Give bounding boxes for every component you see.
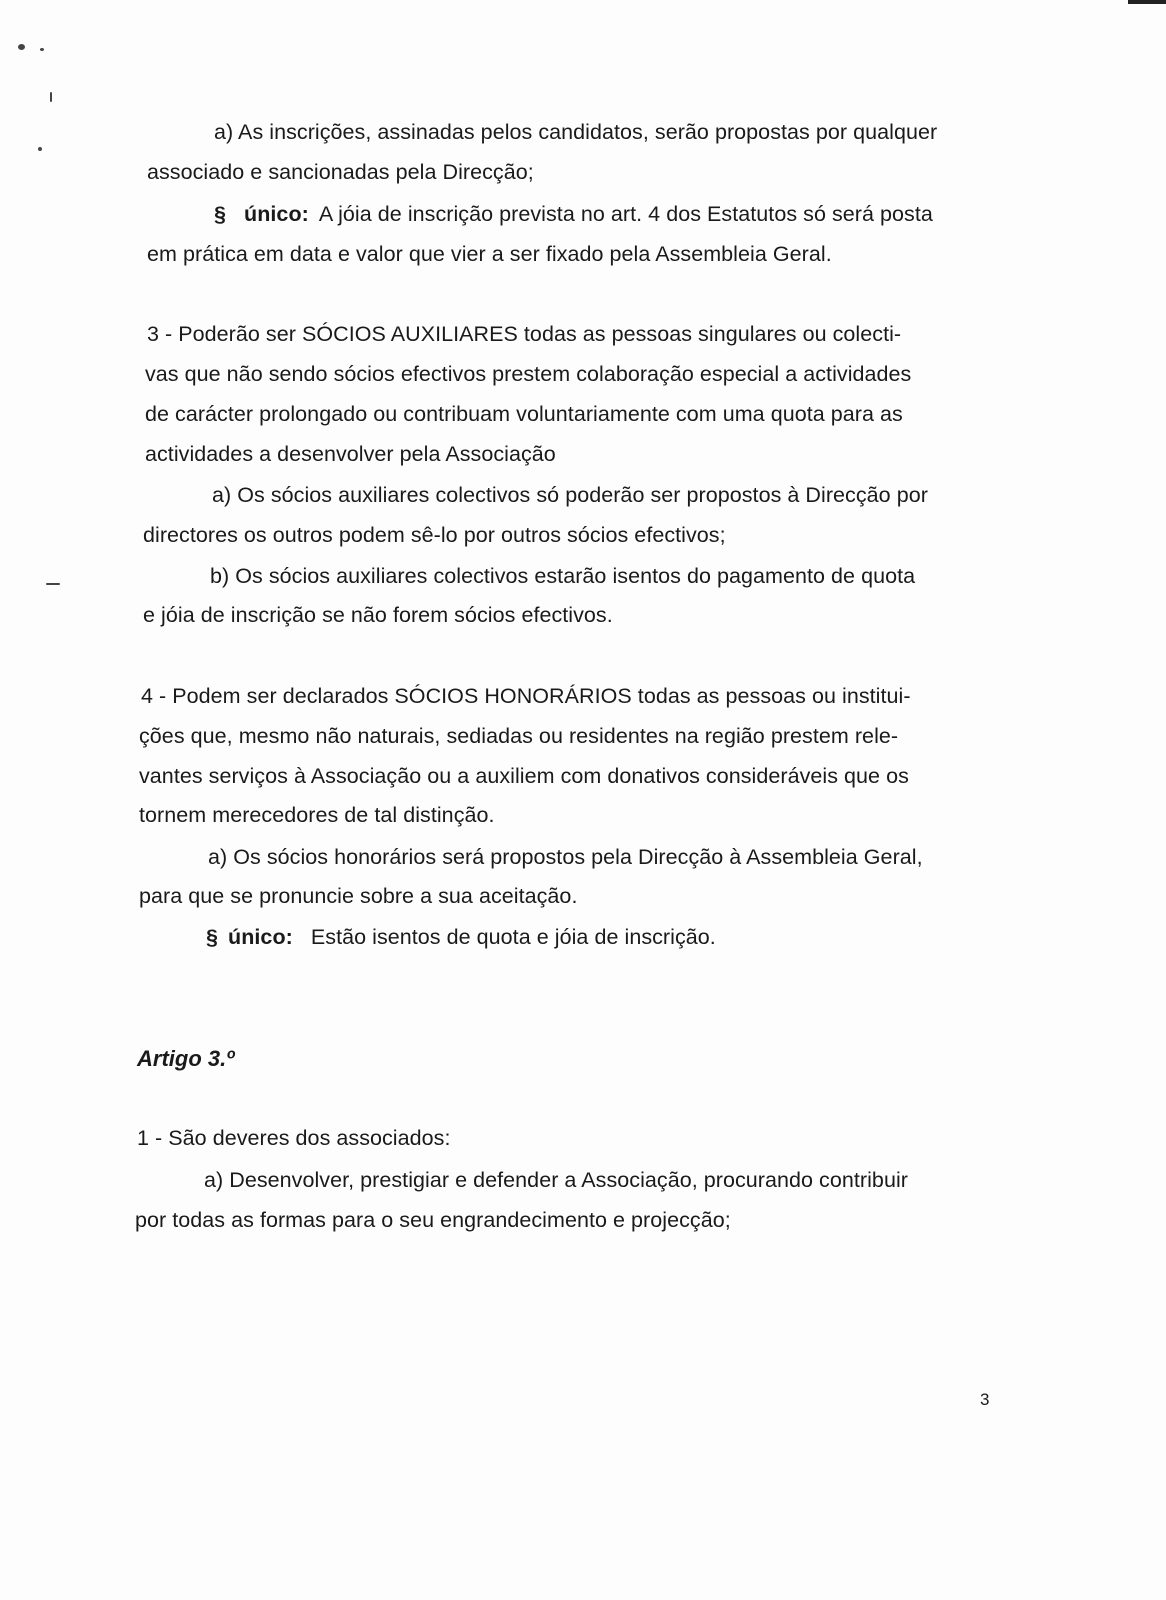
paragraph-4a-line-2: para que se pronuncie sobre a sua aceitação. bbox=[139, 884, 578, 908]
paragraph-3b-line-2: e jóia de inscrição se não forem sócios efectivos. bbox=[143, 603, 613, 627]
paragraph-3-line-2: vas que não sendo sócios efectivos prestem colaboração especial a actividades bbox=[145, 362, 912, 386]
paragraph-2-unico-line-1 bbox=[214, 202, 933, 227]
paragraph-4-line-1: 4 - Podem ser declarados SÓCIOS HONORÁRIOS todas as pessoas ou institui- bbox=[141, 684, 911, 708]
paragraph-2a-line-2: associado e sancionadas pela Direcção; bbox=[147, 160, 534, 184]
paragraph-2-unico-line-2: em prática em data e valor que vier a ser fixado pela Assembleia Geral. bbox=[147, 242, 832, 266]
article-paragraph-1: 1 - São deveres dos associados: bbox=[137, 1126, 451, 1150]
paragraph-4-unico-line-1 bbox=[206, 925, 716, 950]
scan-speck bbox=[38, 147, 42, 151]
page-number: 3 bbox=[980, 1390, 990, 1409]
unico-text: Estão isentos de quota e jóia de inscrição. bbox=[310, 925, 716, 949]
scan-speck bbox=[46, 583, 60, 585]
paragraph-4a-line-1: a) Os sócios honorários será propostos pela Direcção à Assembleia Geral, bbox=[208, 845, 923, 869]
article-heading: Artigo 3.º bbox=[137, 1046, 235, 1071]
paragraph-2a-line-1: a) As inscrições, assinadas pelos candidatos, serão propostas por qualquer bbox=[214, 120, 938, 144]
paragraph-3-line-3: de carácter prolongado ou contribuam voluntariamente com uma quota para as bbox=[145, 402, 903, 426]
section-mark: § bbox=[214, 202, 227, 226]
paragraph-4-line-4: tornem merecedores de tal distinção. bbox=[139, 803, 495, 827]
unico-label: único: bbox=[228, 925, 293, 949]
section-mark: § bbox=[206, 925, 219, 949]
scan-edge-mark bbox=[1128, 0, 1166, 4]
paragraph-3-line-1: 3 - Poderão ser SÓCIOS AUXILIARES todas as pessoas singulares ou colecti- bbox=[147, 322, 902, 346]
scan-speck bbox=[18, 44, 25, 50]
unico-text: A jóia de inscrição prevista no art. 4 dos Estatutos só será posta bbox=[318, 202, 933, 226]
paragraph-4-line-2: ções que, mesmo não naturais, sediadas ou residentes na região prestem rele- bbox=[139, 724, 899, 748]
article-paragraph-1a-line-2: por todas as formas para o seu engrandecimento e projecção; bbox=[135, 1208, 731, 1232]
scan-speck bbox=[40, 48, 44, 51]
paragraph-3-line-4: actividades a desenvolver pela Associação bbox=[145, 442, 556, 466]
paragraph-3b-line-1: b) Os sócios auxiliares colectivos estarão isentos do pagamento de quota bbox=[210, 564, 916, 588]
paragraph-4-line-3: vantes serviços à Associação ou a auxiliem com donativos consideráveis que os bbox=[139, 764, 909, 788]
paragraph-3a-line-2: directores os outros podem sê-lo por outros sócios efectivos; bbox=[143, 523, 726, 547]
paragraph-3a-line-1: a) Os sócios auxiliares colectivos só poderão ser propostos à Direcção por bbox=[212, 483, 928, 507]
unico-label: único: bbox=[244, 202, 309, 226]
scan-speck bbox=[50, 92, 52, 102]
article-paragraph-1a-line-1: a) Desenvolver, prestigiar e defender a Associação, procurando contribuir bbox=[204, 1168, 908, 1192]
